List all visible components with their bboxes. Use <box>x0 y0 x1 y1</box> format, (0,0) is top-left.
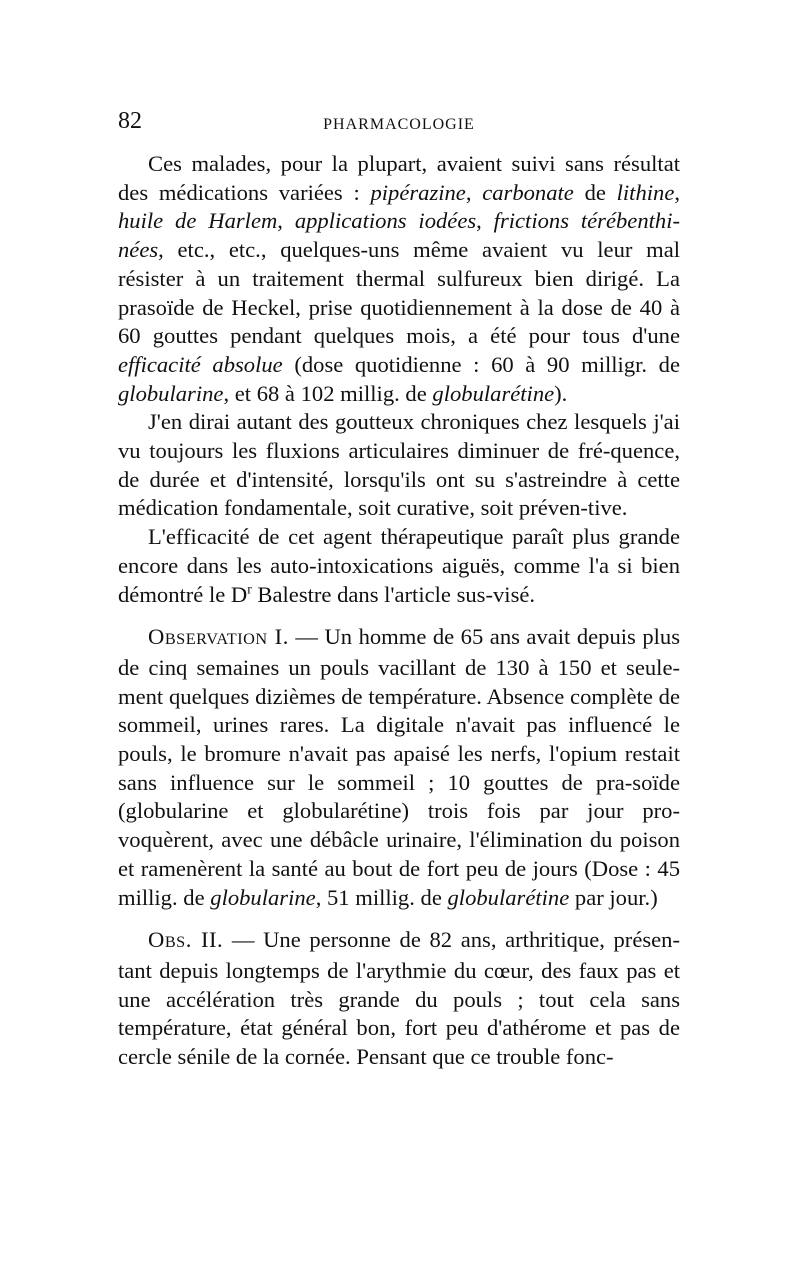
observation-2: OBS. II. — Une personne de 82 ans, arthritique, présen-tant depuis longtemps de l'arythmie du cœur, des faux pas et une accélération très grande du pouls ; tout cela sans température, état général bon, fort peu d'athérome et pas de cercle sénile de la cornée. Pensant que ce trouble fonc- <box>118 927 680 1070</box>
observation-2-heading: OBS. II. <box>148 927 224 953</box>
running-title: PHARMACOLOGIE <box>323 116 475 133</box>
observation-1-heading: OBSERVATION I. <box>148 624 289 650</box>
page-header <box>118 108 680 140</box>
observation-1: OBSERVATION I. — Un homme de 65 ans avait depuis plus de cinq semaines un pouls vacillant de 130 à 150 et seule-ment quelques dizièmes de température. Absence complète de sommeil, urines rares. La digitale n'avait pas influencé le pouls, le bromure n'avait pas apaisé les nerfs, l'opium restait sans influence sur le sommeil ; 10 gouttes de pra-soïde (globularine et globularétine) trois fois par jour pro-voquèrent, avec une débâcle urinaire, l'élimination du poison et ramenèrent la santé au bout de fort peu de jours (Dose : 45 millig. de globularine, 51 millig. de globularétine par jour.) <box>118 624 680 910</box>
paragraph-efficacite: L'efficacité de cet agent thérapeutique paraît plus grande encore dans les auto-intoxications aiguës, comme l'a si bien démontré le $D^r$ Balestre dans l'article sus-visé. <box>118 524 680 607</box>
paragraph-goutteux: J'en dirai autant des goutteux chroniques chez lesquels j'ai vu toujours les fluxions articulaires diminuer de fré-quence, de durée et d'intensité, lorsqu'ils ont su s'astreindre à cette médication fondamentale, soit curative, soit préven-tive. <box>118 409 680 521</box>
paragraph-malades: Ces malades, pour la plupart, avaient suivi sans résultat des médications variées : pipérazine, carbonate de lithine, huile de Harlem, applications iodées, frictions térébenthi-nées, etc., etc., quelques-uns même avaient vu leur mal résister à un traitement thermal sulfureux bien dirigé. La prasoïde de Heckel, prise quotidiennement à la dose de 40 à 60 gouttes pendant quelques mois, a été pour tous d'une efficacité absolue (dose quotidienne : 60 à 90 milligr. de globularine, et 68 à 102 millig. de globularétine). <box>118 151 681 406</box>
page-body <box>118 150 680 1072</box>
page-number: 82 <box>118 108 142 134</box>
